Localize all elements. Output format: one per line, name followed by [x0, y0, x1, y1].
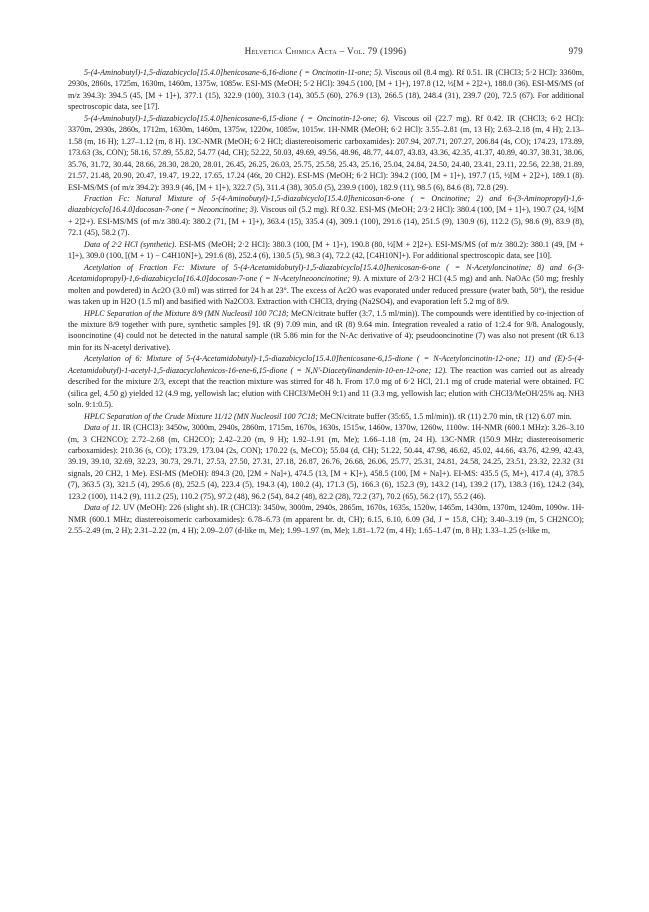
paragraph-hplc-8-9 — [68, 308, 584, 354]
paragraph-text: IR (CHCl3): 3450w, 3000m, 2940s, 2860m, 1715m, 1670s, 1630s, 1515w, 1460w, 1370w, 1260w, 1100w. 1H-NMR (600.1 MHz): 3.26–3.10 (m, 3 CH2NCO); 2.72–2.68 (m, CH2CO); 2.42–2.20 (m, 9 H); 1.92–1.91 (m, Me); 1.66–1.18 (m, 24 H). 13C-NMR (150.9 MHz; diastereoisomeric carboxamides): 210.36 (s, CO); 173.29, 173.04 (2s, CON); 170.22 (s, MeCO); 55.04 (d, CH); 51.22, 50.44, 47.98, 46.62, 45.02, 44.66, 43.76, 42.99, 42.43, 39.19, 39.10, 32.69, 32.23, 30.73, 29.71, 27.53, 27.50, 27.31, 27.18, 26.87, 26.76, 26.68, 26.06, 25.77, 25.31, 24.81, 24.58, 24.25, 23.51, 23.32, 22.32 (31 signals, 20 CH2, 1 Me). ESI-MS (MeOH): 894.3 (20, [2M + Na]+), 474.5 (13, [M + K]+), 458.5 (100, [M + Na]+). EI-MS: 435.5 (5, M+), 417.4 (4), 378.5 (7), 363.5 (3), 321.5 (4), 295.6 (8), 252.5 (4), 223.4 (5), 194.3 (4), 180.2 (4), 171.3 (5), 166.3 (6), 152.3 (9), 143.2 (14), 139.2 (17), 138.3 (16), 124.2 (34), 123.2 (100), 114.2 (9), 111.2 (25), 110.2 (75), 97.2 (48), 96.2 (54), 84.2 (48), 82.2 (28), 72.2 (37), 70.2 (65), 56.2 (17), 55.2 (46). — [68, 423, 584, 501]
paragraph-heading: HPLC Separation of the Mixture 8/9 (MN Nucleosil 100 7C18; — [84, 308, 289, 318]
paragraph-hplc-11-12 — [68, 411, 584, 422]
paragraph-text: Viscous oil (8.4 mg). Rf 0.51. IR (CHCl3; 5·2 HCl): 3360m, 2930s, 2860s, 1725m, 1630m, 1460m, 1375w, 1085w. ESI-MS (MeOH; 5·2 HCl): 394.5 (100, [M + 1]+), 197.8 (12, ½[M + 2]2+), 188.0 (36). ESI-MS/MS (of m/z 394.3): 394.5 (45, [M + 1]+), 377.1 (15), 322.9 (100), 310.3 (14), 305.5 (60), 276.9 (13), 266.5 (18), 248.4 (31), 239.7 (20), 72.5 (67). For additional spectroscopic data, see [17]. — [68, 68, 584, 112]
paragraph-data-11 — [68, 422, 584, 502]
paragraph-heading: Fraction Fc: Natural Mixture of 5-(4-Aminobutyl)-1,5-diazabicyclo[15.4.0]henicosan-6-one ( = Oncinotine; 2) and 6-(3-Aminopropyl)-1,6-diazabicyclo[16.4.0]docosan-7-one ( = Neooncinotine; 3). — [68, 193, 584, 215]
paragraph-acetylation-fc — [68, 262, 584, 308]
paragraph-heading: Data of 12. — [84, 503, 121, 513]
paragraph-compound-5 — [68, 67, 584, 113]
page-header — [68, 46, 583, 60]
paragraph-heading: HPLC Separation of the Crude Mixture 11/12 (MN Nucleosil 100 7C18; — [84, 411, 318, 421]
paragraph-text: UV (MeOH): 226 (slight sh). IR (CHCl3): 3450w, 3000m, 2940s, 2865m, 1670s, 1635s, 1520w, 1465m, 1430m, 1370m, 1240m, 1090w. 1H-NMR (600.1 MHz; diastereoisomeric carboxamides): 6.78–6.73 (m apparent br. dt, CH); 6.15, 6.10, 6.09 (3d, J = 15.8, CH); 3.40–3.19 (m, 5 CH2NCO); 2.55–2.49 (m, 2 H); 2.31–2.22 (m, 4 H); 2.09–2.07 (d-like m, Me); 1.99–1.97 (m, Me); 1.81–1.72 (m, 4 H); 1.65–1.47 (m, 8 H); 1.33–1.25 (s-like m, — [68, 503, 584, 536]
paragraph-text: The reaction was carried out as already described for the mixture 2/3, except that the reaction mixture was stirred for 48 h. From 17.0 mg of 6·2 HCl, 21.1 mg of crude material were obtained. FC (silica gel, 4.50 g) yielded 12 (4.9 mg, yellowish lac; elution with CHCl3/MeOH 9:1) and 11 (3.3 mg, yellowish lac; elution with CHCl3/MeOH/25% aq. NH3 soln. 9:1:0.5). — [68, 365, 584, 410]
paragraph-heading: Acetylation of Fraction Fc: Mixture of 5-(4-Acetamidobutyl)-1,5-diazabicyclo[15.4.0]henicosan-6-one ( = N-Acetyloncinotine; 8) and 6-(3-Acetamidopropyl)-1,6-diazabicyclo[16.4.0]docosan-7-one ( = N-Acetylneooncinotine; 9). — [68, 262, 584, 284]
paragraph-compound-6 — [68, 113, 584, 193]
paragraph-data-2 — [68, 239, 584, 262]
paragraph-acetylation-6 — [68, 353, 584, 410]
paragraph-data-12 — [68, 502, 584, 536]
paragraph-text: Viscous oil (22.7 mg). Rf 0.42. IR (CHCl3; 6·2 HCl): 3370m, 2930s, 2860s, 1712m, 1630m, 1460m, 1375w, 1220w, 1085w, 1015w. 1H-NMR (MeOH; 6·2 HCl): 3.55–2.81 (m, 13 H); 2.63–2.18 (m, 4 H); 2.13–1.58 (m, 16 H); 1.27–1.12 (m, 8 H). 13C-NMR (MeOH; 6·2 HCl; diastereoisomeric carboxamides): 207.94, 207.71, 207.27, 206.84 (4s, CO); 174.23, 173.89, 173.63 (3s, CON); 58.16, 57.89, 55.82, 54.77 (4d, CH); 52.22, 50.03, 49.69, 49.56, 48.96, 48.77, 44.07, 43.83, 43.36, 42.35, 41.37, 40.89, 40.37, 38.31, 38.06, 35.76, 31.72, 30.44, 28.66, 28.30, 28.20, 28.01, 26.45, 26.25, 26.03, 25.75, 25.58, 25.43, 25.16, 25.04, 24.84, 24.50, 24.40, 23.41, 23.11, 22.56, 22.38, 21.89, 21.57, 21.48, 20.90, 20.47, 19.47, 19.22, 17.65, 17.24 (46t, 20 CH2). ESI-MS (MeOH; 6·2 HCl): 394.2 (100, [M + 1]+), 197.7 (15, ½[M + 2]2+), 189.1 (8). ESI-MS/MS (of m/z 394.2): 393.9 (46, [M + 1]+), 322.7 (5), 311.4 (38), 305.0 (5), 239.9 (100), 182.9 (11), 98.5 (6), 84.6 (8), 72.8 (29). — [68, 113, 584, 192]
paragraph-text: A mixture of 2/3·2 HCl (4.5 mg) and anh. NaOAc (50 mg; freshly molten and powdered) in Ac2O (3.0 ml) was stirred for 24 h at 23°. The excess of Ac2O was evaporated under reduced pressure (water bath, 50°), the residue was taken up in H2O (1.5 ml) and basified with Na2CO3. Extraction with CHCl3, drying (Na2SO4), and evaporation left 5.2 mg of 8/9. — [68, 274, 584, 307]
paragraph-heading: 5-(4-Aminobutyl)-1,5-diazabicyclo[15.4.0]henicosane-6,15-dione ( = Oncinotin-12-one; 6). — [84, 113, 390, 123]
paragraph-text: Viscous oil (5.2 mg). Rf 0.32. ESI-MS (MeOH; 2/3·2 HCl): 380.4 (100, [M + 1]+), 190.7 (24, ½[M + 2]2+). ESI-MS/MS (of m/z 380.4): 380.2 (71, [M + 1]+), 363.4 (15), 335.4 (4), 309.1 (100), 291.6 (14), 251.5 (9), 130.9 (6), 112.2 (5), 98.6 (9), 83.9 (8), 72.1 (45), 58.2 (7). — [68, 205, 584, 238]
paragraph-text: ESI-MS (MeOH; 2·2 HCl): 380.3 (100, [M + 1]+), 190.8 (80, ½[M + 2]2+). ESI-MS/MS (of m/z 380.2): 380.1 (49, [M + 1]+), 309.0 (100, [(M + 1) − C4H10N]+), 291.6 (8), 252.4 (6), 130.5 (5), 98.3 (4), 72.2 (42, [C4H10N]+). For additional spectroscopic data, see [10]. — [68, 239, 584, 261]
experimental-section — [68, 67, 584, 537]
paragraph-text: MeCN/citrate buffer (3:7, 1.5 ml/min)). The compounds were identified by co-injection of the mixture 8/9 together with pure, synthetic samples [9]. tR (9) 7.09 min, and tR (8) 9.64 min. Integration revealed a ratio of 1:2.4 for 9/8. Analogously, isooncinotine (4) could not be detected in the natural sample (tR 5.86 min for the N-Ac derivative of 4); pseudooncinotine (7) was also not present (tR 6.13 min for its N-acetyl derivative). — [68, 308, 584, 352]
paragraph-heading: Data of 2·2 HCl (synthetic). — [84, 239, 177, 249]
paragraph-heading: Data of 11. — [84, 423, 121, 433]
paragraph-heading: 5-(4-Aminobutyl)-1,5-diazabicyclo[15.4.0]henicosane-6,16-dione ( = Oncinotin-11-one; 5). — [84, 68, 383, 77]
running-title: Helvetica Chimica Acta – Vol. 79 (1996) — [244, 46, 407, 56]
paragraph-text: MeCN/citrate buffer (35:65, 1.5 ml/min)). tR (11) 2.70 min, tR (12) 6.07 min. — [317, 411, 572, 421]
page-number: 979 — [568, 46, 583, 56]
paragraph-heading: Acetylation of 6: Mixture of 5-(4-Acetamidobutyl)-1,5-diazabicyclo[15.4.0]henicosane-6,15-dione ( = N-Acetyloncinotin-12-one; 11) and (E)-5-(4-Acetamidobutyl)-1-acetyl-1,5-diazacyclohenicos-16-ene-6,15-dione ( = N,N′-Diacetylinandenin-10-en-12-one; 12). — [68, 354, 584, 375]
paragraph-fraction-fc — [68, 193, 584, 239]
